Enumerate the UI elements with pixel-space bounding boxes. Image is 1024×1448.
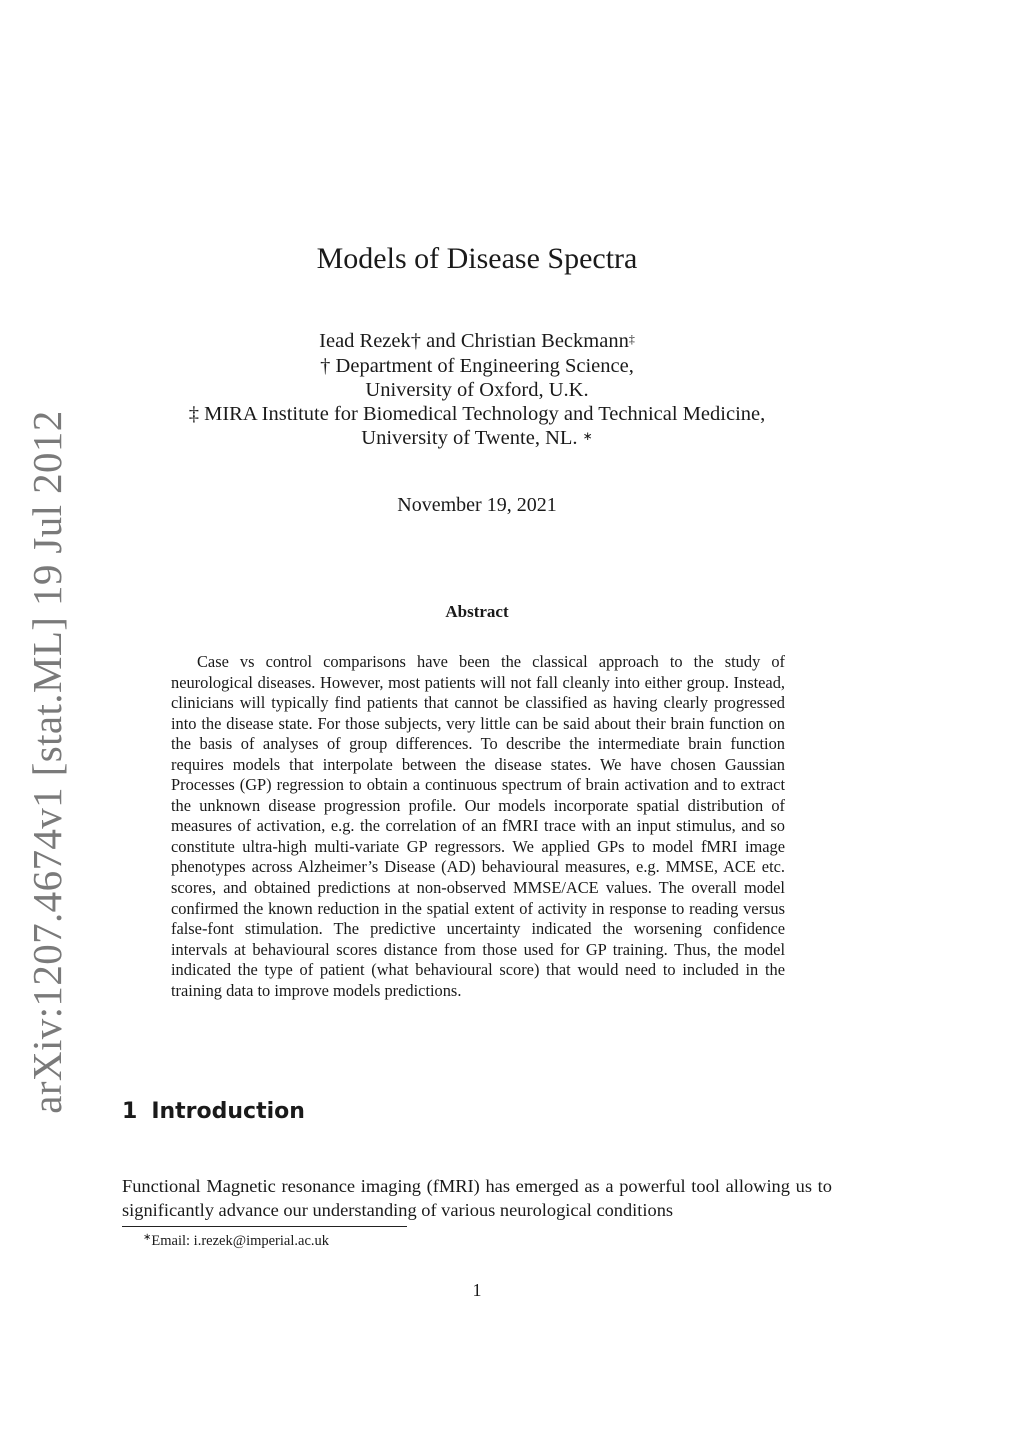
abstract-heading: Abstract: [445, 602, 509, 621]
arxiv-stamp: arXiv:1207.4674v1 [stat.ML] 19 Jul 2012: [24, 410, 70, 1114]
footnote-ref-mark: ∗: [582, 429, 593, 443]
abstract-text: Case vs control comparisons have been the classical approach to the study of neurological diseases. However, most patients will not fall cleanly into either group. Instead, clinicians will typically find patients that cannot be classified as having clearly progressed into the disease state. For those subjects, very little can be said about their brain function on the basis of analyses of group differences. To describe the intermediate brain function requires models that interpolate between the disease states. We have chosen Gaussian Processes (GP) regression to obtain a continuous spectrum of brain activation and to extract the unknown disease progression profile. Our models incorporate spatial distribution of measures of activation, e.g. the correlation of an fMRI trace with an input stimulus, and so constitute ultra-high multi-variate GP regressors. We applied GPs to model fMRI image phenotypes across Alzheimer’s Disease (AD) behavioural measures, e.g. MMSE, ACE etc. scores, and obtained predictions at non-observed MMSE/ACE values. The overall model confirmed the known reduction in the spatial extent of activity in response to reading versus false-font stimulation. The predictive uncertainty indicated the worsening confidence intervals at behavioural scores distance from those used for GP training. Thus, the model indicated the type of patient (what behavioural score) that would need to included in the training data to improve models predictions.: [171, 652, 785, 1000]
footnote-divider: [122, 1226, 407, 1227]
footnote-mark: ∗: [143, 1232, 152, 1243]
author-2-mark: ‡: [628, 332, 635, 346]
author-1-mark: †: [410, 330, 422, 352]
affiliation-1-university: University of Oxford, U.K.: [365, 379, 589, 401]
introduction-text: Functional Magnetic resonance imaging (fMRI) has emerged as a powerful tool allowing us to significantly advance our understanding of various neurological conditions: [122, 1176, 832, 1220]
paper-date: November 19, 2021: [397, 494, 557, 516]
page-number: 1: [472, 1280, 482, 1300]
section-number: 1: [122, 1099, 138, 1124]
author-line: [0, 329, 954, 353]
footnote: [143, 1233, 329, 1250]
affiliation-2: ‡ MIRA Institute for Biomedical Technology and Technical Medicine,: [188, 403, 766, 425]
affiliation-1: † Department of Engineering Science,: [320, 355, 634, 377]
affiliation-2-university: [0, 426, 954, 450]
paper-title: Models of Disease Spectra: [316, 242, 638, 275]
author-2: Christian Beckmann: [460, 330, 629, 352]
section-heading: [122, 1099, 305, 1124]
author-1: Iead Rezek: [319, 330, 411, 352]
footnote-email: Email: i.rezek@imperial.ac.uk: [151, 1233, 330, 1249]
section-title: Introduction: [151, 1099, 305, 1124]
author-and: and: [426, 330, 456, 352]
affiliation-2-university-text: University of Twente, NL.: [361, 427, 578, 449]
